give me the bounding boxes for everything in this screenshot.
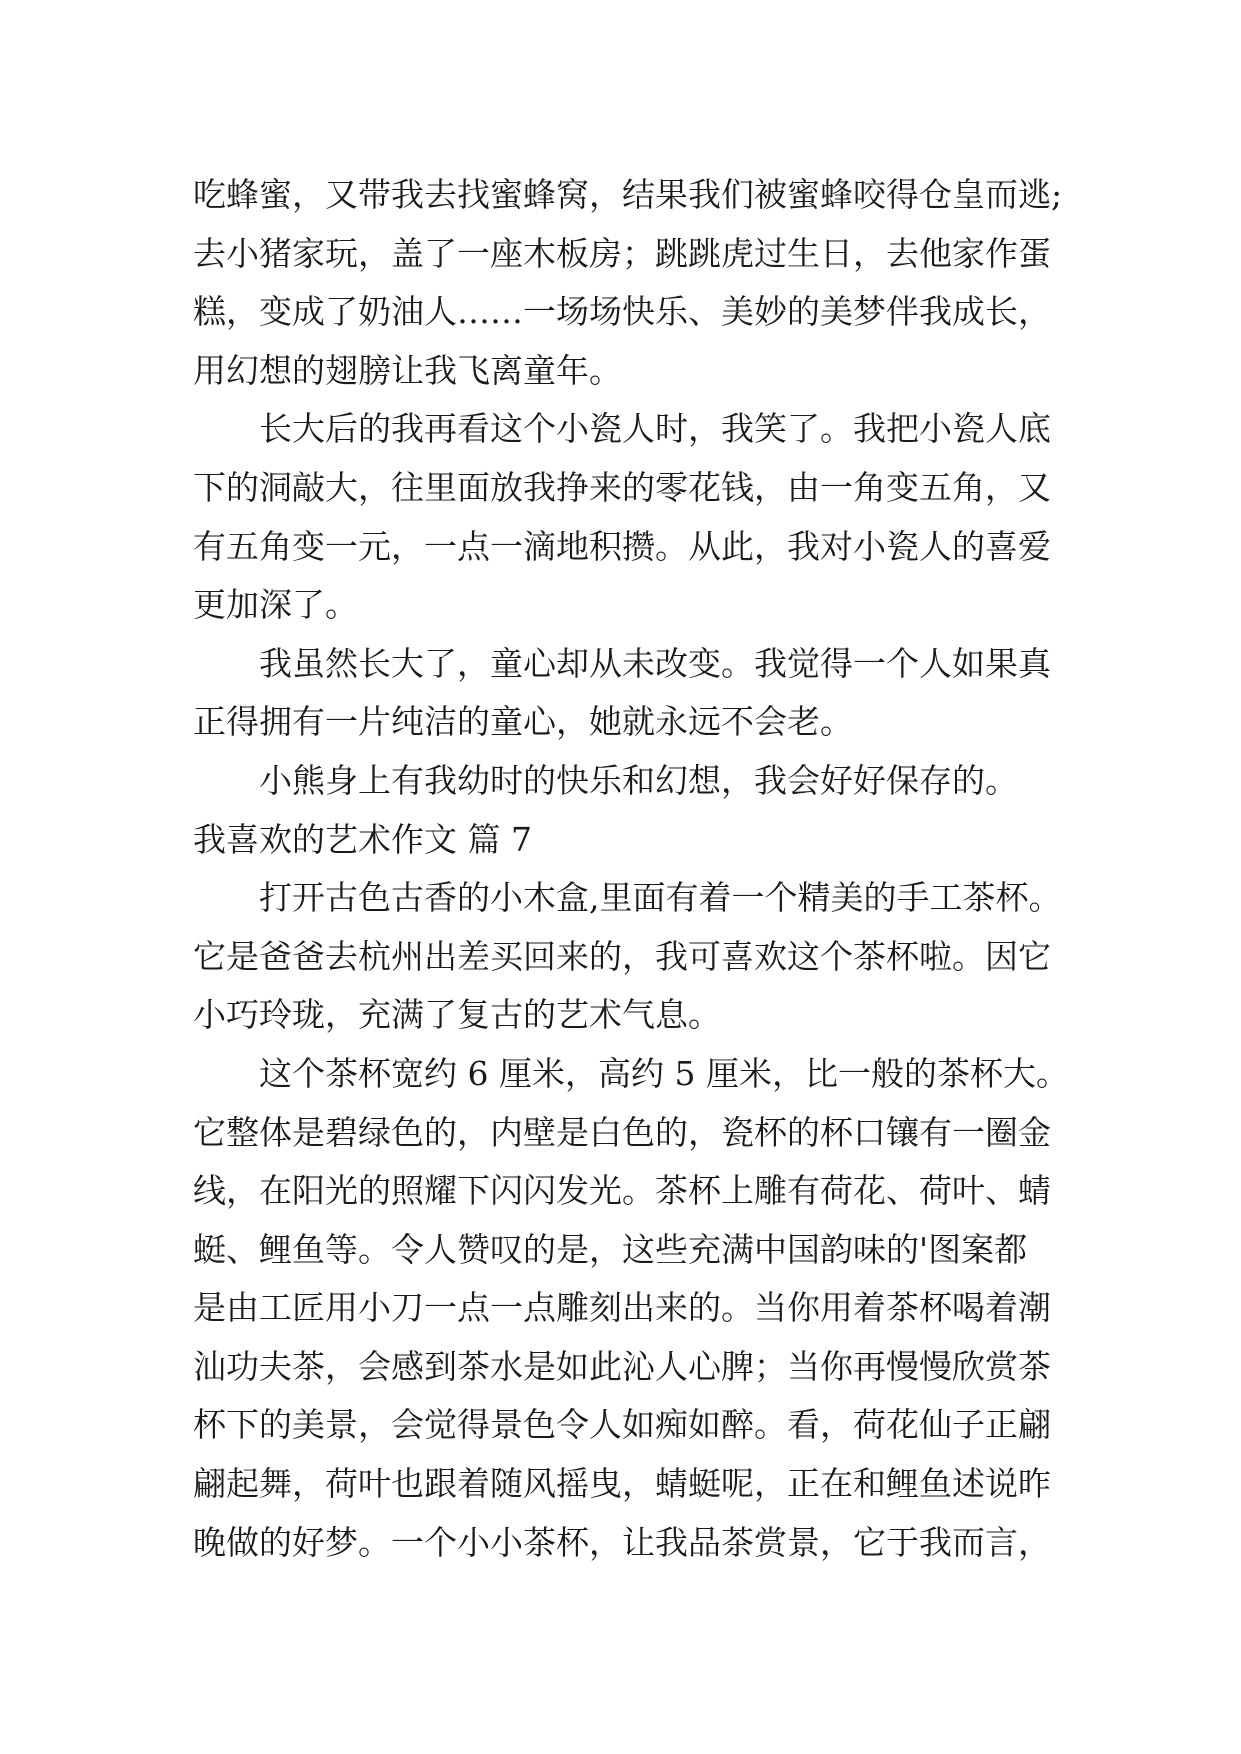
text-line: 打开古色古香的小木盒,里面有着一个精美的手工茶杯。 — [259, 878, 1062, 918]
text-line: 杯下的美景，会觉得景色令人如痴如醉。看，荷花仙子正翩 — [193, 1405, 1051, 1445]
text-line: 线，在阳光的照耀下闪闪发光。茶杯上雕有荷花、荷叶、蜻 — [193, 1171, 1051, 1211]
text-line: 它是爸爸去杭州出差买回来的，我可喜欢这个茶杯啦。因它 — [193, 936, 1051, 976]
text-line: 这个茶杯宽约 6 厘米，高约 5 厘米，比一般的茶杯大。 — [259, 1053, 1069, 1093]
text-line: 正得拥有一片纯洁的童心，她就永远不会老。 — [193, 702, 853, 742]
text-line: 长大后的我再看这个小瓷人时，我笑了。我把小瓷人底 — [259, 409, 1051, 449]
text-line: 去小猪家玩，盖了一座木板房；跳跳虎过生日，去他家作蛋 — [193, 233, 1051, 273]
text-line: 它整体是碧绿色的，内壁是白色的，瓷杯的杯口镶有一圈金 — [193, 1112, 1051, 1152]
text-line: 汕功夫茶，会感到茶水是如此沁人心脾；当你再慢慢欣赏茶 — [193, 1346, 1051, 1386]
text-line: 有五角变一元，一点一滴地积攒。从此，我对小瓷人的喜爱 — [193, 526, 1051, 566]
text-line: 用幻想的翅膀让我飞离童年。 — [193, 350, 622, 390]
text-line: 我虽然长大了，童心却从未改变。我觉得一个人如果真 — [259, 643, 1051, 683]
text-line: 吃蜂蜜，又带我去找蜜蜂窝，结果我们被蜜蜂咬得仓皇而逃; — [193, 175, 1063, 214]
text-line: 翩起舞，荷叶也跟着随风摇曳，蜻蜓呢，正在和鲤鱼述说昨 — [193, 1464, 1051, 1504]
text-line: 小巧玲珑，充满了复古的艺术气息。 — [193, 995, 721, 1035]
text-line: 小熊身上有我幼时的快乐和幻想，我会好好保存的。 — [259, 760, 1018, 800]
text-line: 更加深了。 — [193, 585, 358, 625]
text-line: 蜓、鲤鱼等。令人赞叹的是，这些充满中国韵味的'图案都 — [193, 1229, 1028, 1269]
document-body — [193, 166, 1073, 1572]
text-line: 是由工匠用小刀一点一点雕刻出来的。当你用着茶杯喝着潮 — [193, 1288, 1051, 1328]
text-line: 晚做的好梦。一个小小茶杯，让我品茶赏景，它于我而言， — [193, 1522, 1051, 1562]
text-line: 糕，变成了奶油人……一场场快乐、美妙的美梦伴我成长， — [193, 292, 1051, 332]
section-heading: 我喜欢的艺术作文 篇 7 — [193, 819, 532, 859]
text-line: 下的洞敲大，往里面放我挣来的零花钱，由一角变五角，又 — [193, 467, 1051, 507]
